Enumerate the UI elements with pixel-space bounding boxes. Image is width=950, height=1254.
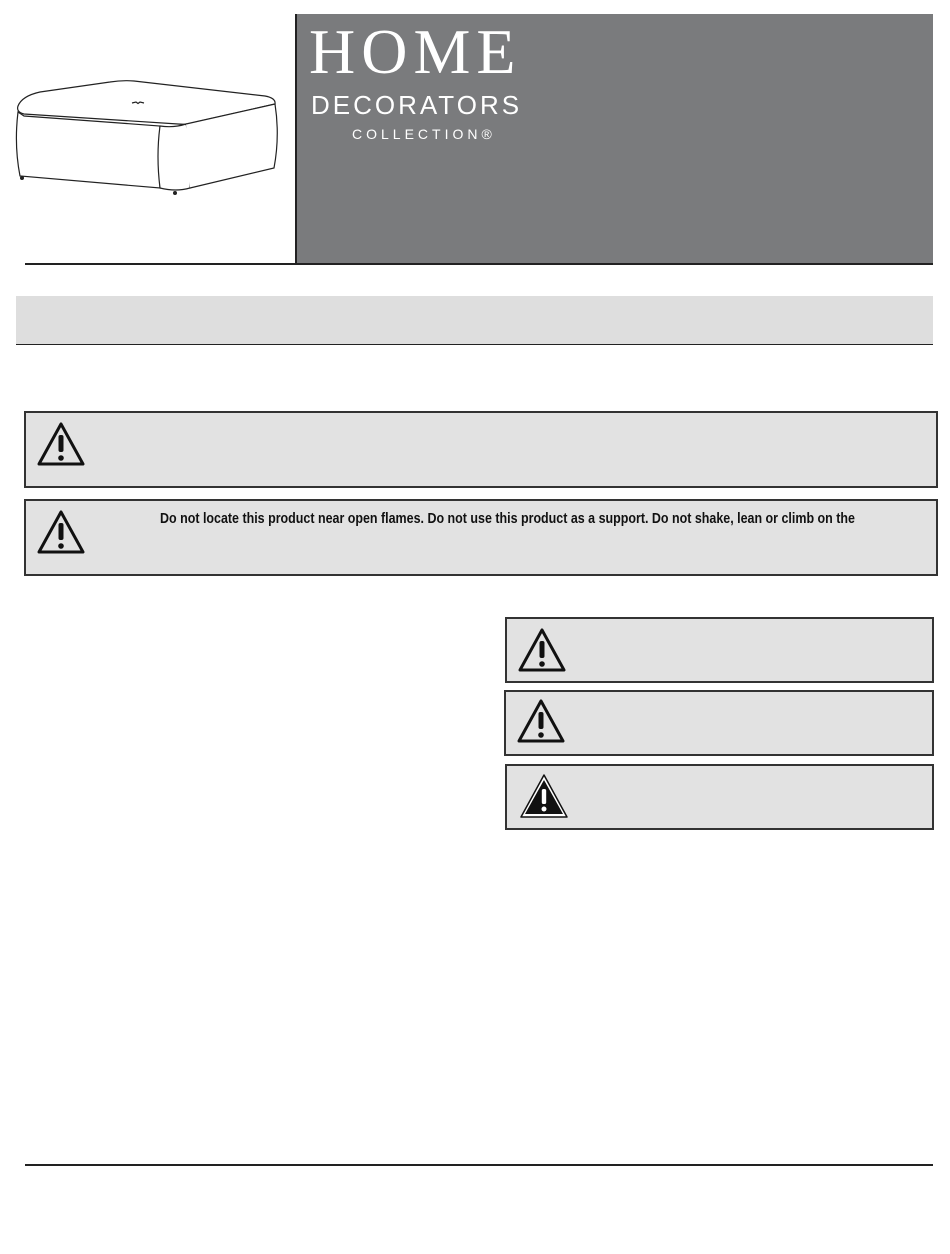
- footer-divider: [25, 1164, 933, 1166]
- warning-triangle-filled-icon: [519, 773, 569, 824]
- logo-home-text: HOME: [309, 16, 522, 87]
- warning-box-2: [24, 499, 938, 576]
- warning-box-3: [505, 617, 934, 683]
- logo-decorators-text: DECORATORS: [311, 90, 523, 120]
- warning-text-2: Do not locate this product near open flames. Do not use this product as a support. Do not shake, lean or climb on the: [160, 511, 855, 527]
- warning-triangle-icon: [517, 627, 567, 678]
- warning-triangle-icon: [516, 698, 566, 749]
- warning-triangle-icon: [36, 421, 86, 472]
- warning-box-1: [24, 411, 938, 488]
- brand-header-panel: [295, 14, 933, 264]
- title-band: [16, 296, 933, 345]
- logo-collection-text: COLLECTION®: [352, 126, 496, 142]
- product-illustration: [10, 70, 285, 210]
- warning-triangle-icon: [36, 509, 86, 560]
- warning-box-5: [505, 764, 934, 830]
- warning-box-4: [504, 690, 934, 756]
- header-divider: [25, 263, 933, 265]
